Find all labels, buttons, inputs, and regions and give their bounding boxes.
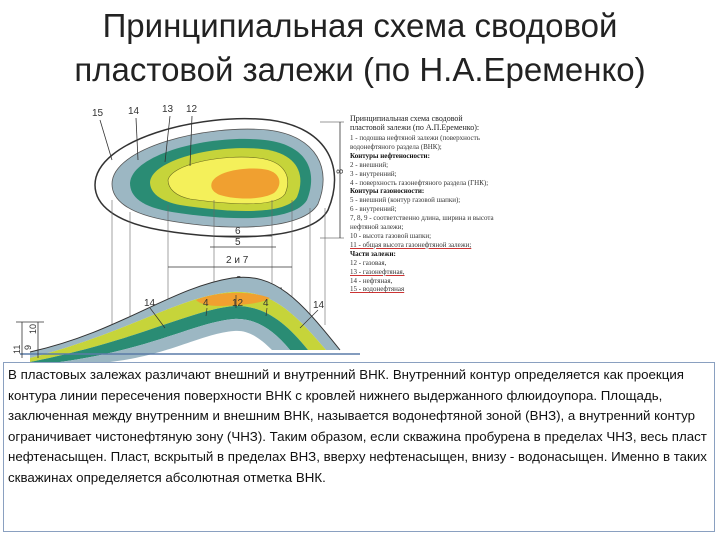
legend-item-13: 13 - газонефтяная, xyxy=(350,267,405,276)
title-line-1: Принципиальная схема сводовой xyxy=(102,7,618,44)
label-15: 15 xyxy=(92,108,104,119)
legend-item-1: 1 - подошва нефтяной залежи (поверхность xyxy=(350,134,480,142)
label-8: 8 xyxy=(335,168,345,174)
legend-item-5: 5 - внешний (контур газовой шапки); xyxy=(350,196,461,205)
label-14-bottom-left: 14 xyxy=(144,298,156,309)
label-13: 13 xyxy=(162,104,174,115)
legend-heading-oil: Контуры нефтеносности: xyxy=(350,151,430,160)
diagram-legend xyxy=(350,114,560,294)
legend-item-1b: водонефтяного раздела (ВНК); xyxy=(350,142,442,151)
label-11: 11 xyxy=(12,344,22,354)
label-12-bottom: 12 xyxy=(232,298,244,309)
legend-item-3: 3 - внутренний; xyxy=(350,169,397,178)
legend-item-10: 10 - высота газовой шапки; xyxy=(350,231,432,240)
label-12-top: 12 xyxy=(186,104,198,115)
description-paragraph: В пластовых залежах различают внешний и внутренний ВНК. Внутренний контур определяется как проекция контура линии пересечения поверхности ВНК с кровлей нижнего выдержанного флюидоупора. Площадь, заключенная между внутренним и внешним ВНК, называется водонефтяной зоной (ВНЗ), а внутренний контур ограничивает чистонефтяную зону (ЧНЗ). Таким образом, если скважина пробурена в пределах ЧНЗ, весь пласт нефтенасыщен. Пласт, вскрытый в пределах ВНЗ, вверху нефтенасыщен, внизу - водонасыщен. Именно в таких скважинах определяется абсолютная отметка ВНК. xyxy=(8,367,707,485)
cross-section xyxy=(20,277,360,362)
description-text-box xyxy=(3,362,715,532)
label-6: 6 xyxy=(235,226,241,237)
legend-item-12: 12 - газовая, xyxy=(350,258,387,267)
leader-15 xyxy=(100,120,112,160)
legend-item-7-9: 7, 8, 9 - соответственно длина, ширина и высота xyxy=(350,214,494,223)
legend-item-11: 11 - общая высота газонефтяной залежи; xyxy=(350,240,472,249)
legend-item-6: 6 - внутренний; xyxy=(350,205,397,214)
legend-item-15: 15 - водонефтяная xyxy=(350,285,405,294)
label-2-and-7: 2 и 7 xyxy=(226,255,249,266)
label-4-right: 4 xyxy=(263,298,269,309)
title-line-2: пластовой залежи (по Н.А.Еременко) xyxy=(74,51,646,88)
label-5: 5 xyxy=(235,237,241,248)
label-10: 10 xyxy=(28,323,38,334)
legend-title: Принципиальная схема сводовой пластовой залежи (по А.П.Еременко): xyxy=(350,114,480,132)
legend-heading-parts: Части залежи: xyxy=(350,249,396,258)
legend-item-4: 4 - поверхность газонефтяного раздела (ГНК); xyxy=(350,178,489,187)
legend-item-7-9b: нефтяной залежи; xyxy=(350,223,404,232)
label-14-top: 14 xyxy=(128,106,140,117)
legend-heading-gas: Контуры газоносности: xyxy=(350,187,425,196)
label-14-bottom-right: 14 xyxy=(313,300,325,311)
legend-item-14: 14 - нефтяная, xyxy=(350,276,393,285)
legend-item-2: 2 - внешний; xyxy=(350,160,389,169)
label-4-left: 4 xyxy=(203,298,209,309)
plan-view xyxy=(95,116,335,237)
label-9: 9 xyxy=(23,344,33,350)
slide-title xyxy=(0,4,720,92)
